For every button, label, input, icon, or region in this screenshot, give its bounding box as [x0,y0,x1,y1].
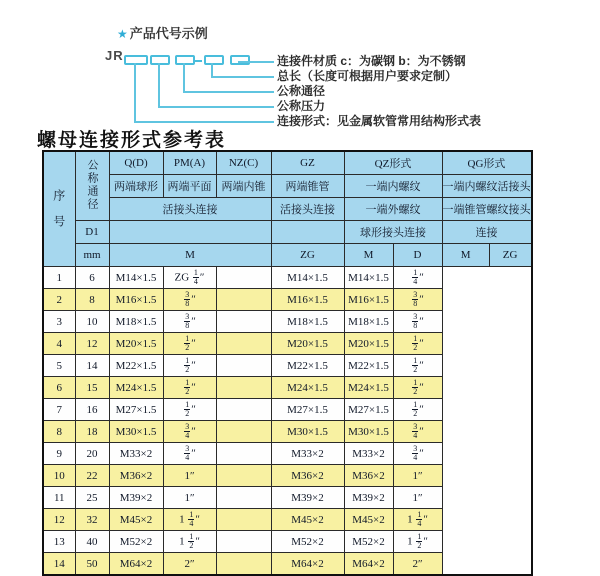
cell-no: 1 [43,267,75,289]
cell-gz-zg: $\frac{3}{4}$ ″ [163,443,216,465]
cell-qg-zg: 1″ [393,465,442,487]
cell-no: 6 [43,377,75,399]
cell-m: M24×1.5 [109,377,163,399]
code-box-1 [124,55,148,65]
cell-dn: 6 [75,267,109,289]
header-row-3 [43,198,532,221]
diagram-title-text: 产品代号示例 [129,26,208,41]
code-box-2 [150,55,170,65]
cell-no: 4 [43,333,75,355]
header-mm: mm [75,244,109,267]
cell-dn: 20 [75,443,109,465]
cell-gz-zg: $\frac{3}{4}$ ″ [163,421,216,443]
cell-gz-zg: $\frac{1}{2}$ ″ [163,333,216,355]
cell-qz-d: M52×2 [271,531,344,553]
code-dash [194,60,202,62]
cell-dn: 40 [75,531,109,553]
header-qpn-thread: M [109,244,271,267]
header-qg-end1: 一端内螺纹活接头 [442,175,532,198]
cell-qg-m: M64×2 [344,553,393,576]
cell-qg-zg: $\frac{3}{8}$ ″ [393,311,442,333]
cell-gz-zg: 1″ [163,465,216,487]
header-qz-end2: 一端外螺纹 [344,198,442,221]
connector-line [134,63,136,122]
cell-qz-d: M27×1.5 [271,399,344,421]
connector-line [211,76,274,78]
header-d1: D1 [75,221,109,244]
cell-gz-zg: $\frac{1}{2}$ ″ [163,399,216,421]
cell-gz-zg: 1 $\frac{1}{4}$ ″ [163,509,216,531]
cell-qg-m: M20×1.5 [344,333,393,355]
header-serial-label: 序号 [51,188,66,241]
header-code-qg: QG形式 [442,151,532,175]
header-serial [43,151,75,267]
cell-qg-m: M27×1.5 [344,399,393,421]
cell-gz-zg: $\frac{1}{2}$ ″ [163,355,216,377]
cell-qz-m [216,509,271,531]
cell-qg-zg: $\frac{1}{2}$ ″ [393,333,442,355]
cell-qg-zg: $\frac{1}{2}$ ″ [393,377,442,399]
cell-m: M33×2 [109,443,163,465]
cell-m: M27×1.5 [109,399,163,421]
cell-no: 9 [43,443,75,465]
cell-qz-m [216,311,271,333]
table-row [43,443,532,465]
table-row [43,377,532,399]
header-qg-join: 连接 [442,221,532,244]
cell-qz-d: M36×2 [271,465,344,487]
cell-qz-m [216,333,271,355]
cell-qg-zg: $\frac{1}{2}$ ″ [393,355,442,377]
connector-line [183,63,185,92]
cell-dn: 16 [75,399,109,421]
cell-qz-d: M64×2 [271,553,344,576]
header-gz-thread: ZG [271,244,344,267]
cell-no: 5 [43,355,75,377]
connector-line [158,63,160,107]
cell-dn: 8 [75,289,109,311]
cell-qg-zg: 1 $\frac{1}{4}$ ″ [393,509,442,531]
header-qz-join: 球形接头连接 [344,221,442,244]
header-code-q: Q(D) [109,151,163,175]
header-nominal-diameter-label: 公称通径 [86,158,98,211]
code-box-5 [230,55,250,65]
cell-no: 7 [43,399,75,421]
header-qz-sub-m: M [344,244,393,267]
cell-qz-d: M30×1.5 [271,421,344,443]
cell-qg-m: M45×2 [344,509,393,531]
table-row [43,289,532,311]
table-row [43,311,532,333]
code-label-diameter: 公称通径 [277,84,326,98]
cell-gz-zg: 1 $\frac{1}{2}$ ″ [163,531,216,553]
table-row [43,333,532,355]
table-row [43,553,532,576]
diagram-title [117,23,208,42]
cell-qz-m [216,487,271,509]
cell-dn: 50 [75,553,109,576]
cell-qz-d: M22×1.5 [271,355,344,377]
header-empty-gz [271,221,344,244]
cell-dn: 18 [75,421,109,443]
header-row-1 [43,151,532,175]
table-header [43,151,532,267]
cell-dn: 15 [75,377,109,399]
cell-qg-m: M52×2 [344,531,393,553]
cell-qg-m: M18×1.5 [344,311,393,333]
connector-line [238,61,274,63]
cell-qz-d: M33×2 [271,443,344,465]
cell-qz-m [216,399,271,421]
cell-qz-m [216,355,271,377]
cell-gz-zg: $\frac{3}{8}$ ″ [163,289,216,311]
cell-qz-d: M16×1.5 [271,289,344,311]
header-row-5 [43,244,532,267]
cell-dn: 22 [75,465,109,487]
code-label-length: 总长（长度可根据用户要求定制） [277,69,458,83]
cell-qg-zg: $\frac{3}{4}$ ″ [393,443,442,465]
header-code-nz: NZ(C) [216,151,271,175]
cell-qz-d: M45×2 [271,509,344,531]
cell-gz-zg: 2″ [163,553,216,576]
star-icon: ★ [117,27,128,41]
header-empty-qpn [109,221,271,244]
table-row [43,355,532,377]
cell-qz-d: M39×2 [271,487,344,509]
header-code-pm: PM(A) [163,151,216,175]
header-union-join: 活接头连接 [109,198,271,221]
table-row [43,465,532,487]
cell-qg-zg: $\frac{1}{2}$ ″ [393,399,442,421]
header-row-4 [43,221,532,244]
connector-line [211,63,213,77]
table-row [43,399,532,421]
product-code-prefix: JR [105,48,124,63]
cell-qg-m: M39×2 [344,487,393,509]
cell-qg-m: M14×1.5 [344,267,393,289]
cell-gz-zg: ZG $\frac{1}{4}$ ″ [163,267,216,289]
cell-gz-zg: $\frac{3}{8}$ ″ [163,311,216,333]
cell-qz-m [216,421,271,443]
cell-m: M45×2 [109,509,163,531]
cell-no: 13 [43,531,75,553]
table-row [43,531,532,553]
cell-qz-d: M14×1.5 [271,267,344,289]
connector-line [134,121,274,123]
cell-dn: 14 [75,355,109,377]
cell-m: M39×2 [109,487,163,509]
header-qz-sub-d: D [393,244,442,267]
cell-qg-zg: $\frac{1}{4}$ ″ [393,267,442,289]
cell-qg-zg: 1 $\frac{1}{2}$ ″ [393,531,442,553]
cell-no: 10 [43,465,75,487]
table-row [43,421,532,443]
header-qz-end1: 一端内螺纹 [344,175,442,198]
cell-qg-m: M24×1.5 [344,377,393,399]
cell-qz-m [216,289,271,311]
code-box-4 [204,55,224,65]
cell-m: M18×1.5 [109,311,163,333]
cell-m: M14×1.5 [109,267,163,289]
cell-no: 2 [43,289,75,311]
table-row [43,267,532,289]
header-pm-ends: 两端平面 [163,175,216,198]
cell-m: M64×2 [109,553,163,576]
header-row-2 [43,175,532,198]
cell-m: M20×1.5 [109,333,163,355]
cell-qg-m: M36×2 [344,465,393,487]
cell-gz-zg: 1″ [163,487,216,509]
cell-qz-m [216,531,271,553]
header-gz-ends: 两端锥管 [271,175,344,198]
table-body [43,267,532,576]
code-label-pressure: 公称压力 [277,99,326,113]
cell-dn: 32 [75,509,109,531]
cell-m: M22×1.5 [109,355,163,377]
cell-dn: 25 [75,487,109,509]
cell-no: 11 [43,487,75,509]
header-q-ends: 两端球形 [109,175,163,198]
connector-line [158,106,274,108]
code-box-3 [175,55,195,65]
cell-qg-zg: $\frac{3}{8}$ ″ [393,289,442,311]
cell-m: M16×1.5 [109,289,163,311]
header-nominal-diameter [75,151,109,221]
cell-qz-m [216,443,271,465]
cell-m: M52×2 [109,531,163,553]
cell-qz-m [216,553,271,576]
nut-connection-reference-table [42,150,533,576]
header-qg-sub-zg: ZG [489,244,531,267]
cell-qg-m: M33×2 [344,443,393,465]
cell-no: 8 [43,421,75,443]
cell-qg-zg: 2″ [393,553,442,576]
cell-qg-m: M16×1.5 [344,289,393,311]
cell-gz-zg: $\frac{1}{2}$ ″ [163,377,216,399]
header-qg-end2: 一端锥管螺纹接头 [442,198,532,221]
header-code-gz: GZ [271,151,344,175]
cell-m: M30×1.5 [109,421,163,443]
cell-qz-d: M18×1.5 [271,311,344,333]
cell-dn: 12 [75,333,109,355]
cell-no: 3 [43,311,75,333]
code-label-connection: 连接形式：见金属软管常用结构形式表 [277,114,482,128]
cell-qg-m: M30×1.5 [344,421,393,443]
cell-qg-zg: $\frac{3}{4}$ ″ [393,421,442,443]
cell-qg-zg: 1″ [393,487,442,509]
header-code-qz: QZ形式 [344,151,442,175]
cell-qz-d: M24×1.5 [271,377,344,399]
cell-qg-m: M22×1.5 [344,355,393,377]
cell-qz-m [216,267,271,289]
cell-m: M36×2 [109,465,163,487]
cell-qz-d: M20×1.5 [271,333,344,355]
cell-no: 14 [43,553,75,576]
table-title: 螺母连接形式参考表 [37,129,227,151]
table-row [43,509,532,531]
code-label-material: 连接件材质 c：为碳钢 b：为不锈钢 [277,54,466,68]
header-qg-sub-m: M [442,244,489,267]
header-gz-join: 活接头连接 [271,198,344,221]
header-nz-ends: 两端内锥 [216,175,271,198]
table-row [43,487,532,509]
cell-no: 12 [43,509,75,531]
cell-qz-m [216,377,271,399]
connector-line [183,91,274,93]
cell-qz-m [216,465,271,487]
cell-dn: 10 [75,311,109,333]
